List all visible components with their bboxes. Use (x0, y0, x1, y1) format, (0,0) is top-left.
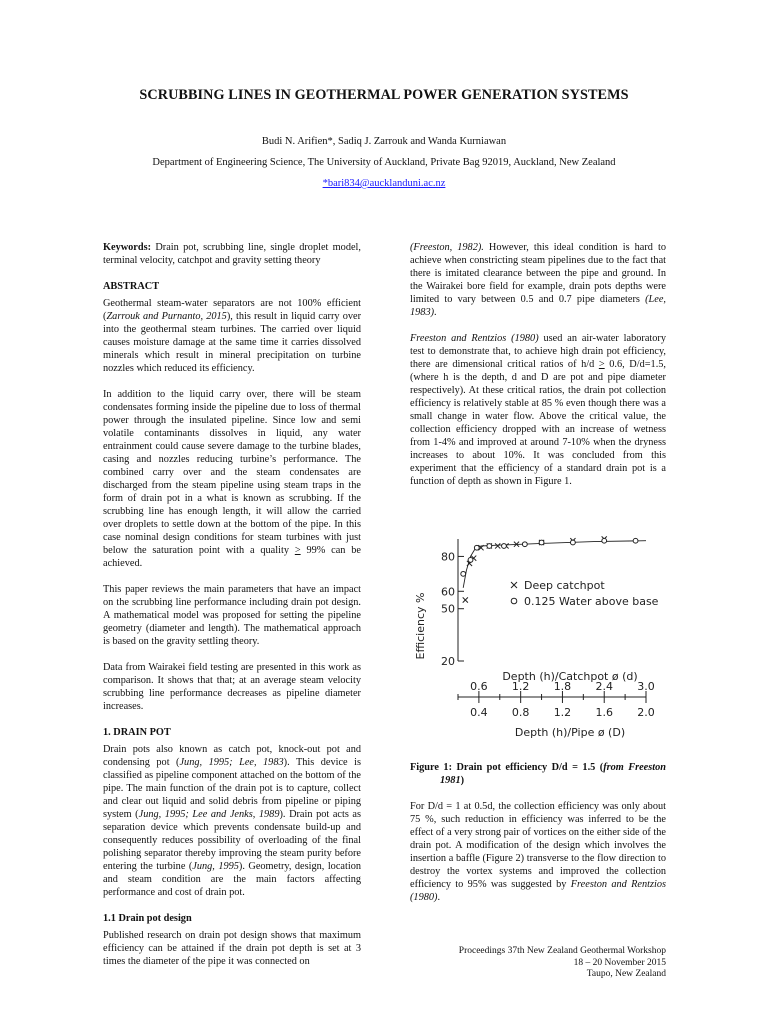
figure-1 (410, 501, 666, 743)
left-column (103, 241, 361, 981)
abstract-paragraph-1 (103, 297, 361, 375)
abstract-paragraph-3: This paper reviews the main parameters that have an impact on the scrubbing line performance including drain pot design. A mathematical model was proposed for setting the pipeline geometry (diameter and length). The mathematical approach is based on the gravity settling theory. (103, 584, 361, 647)
x-top-tick-label: 0.6 (470, 680, 488, 693)
data-point-circle (487, 544, 492, 549)
abstract-paragraph-2 (103, 388, 361, 570)
data-point-circle (502, 544, 507, 549)
citation: Freeston and Rentzios (1980) (410, 879, 666, 903)
text-run: . (434, 307, 437, 318)
x-bottom-tick-label: 0.8 (511, 706, 530, 719)
y-axis-ticks (441, 550, 464, 668)
citation: Jung, 1995; Lee and Jenks, 1989 (138, 809, 280, 820)
text-run: Figure 1: Drain pot efficiency D/d = 1.5 ( (410, 762, 604, 773)
right-paragraph-2 (410, 332, 666, 488)
section-1-paragraph (103, 743, 361, 899)
efficiency-chart (410, 501, 666, 743)
data-point-circle (461, 571, 466, 576)
citation: (Lee, 1983) (410, 294, 666, 318)
legend-entry: 0.125 Water above base (524, 595, 659, 608)
data-point-cross (495, 543, 500, 548)
citation: Zarrouk and Purnanto, 2015 (106, 311, 227, 322)
x-bottom-tick-label: 2.0 (637, 706, 655, 719)
text-run: used an air-water laboratory test to demonstrate that, to achieve high drain pot efficiency, there are dimensional critical ratios of h/d (410, 333, 666, 370)
subsection-1-1-paragraph: Published research on drain pot design shows that maximum efficiency can be attained if the drain pot depth is set at 3 times the diameter of the pipe it was connected on (103, 930, 361, 967)
abstract-heading: ABSTRACT (103, 281, 160, 292)
legend-entry: Deep catchpot (524, 579, 605, 592)
data-point-circle (539, 540, 544, 545)
x-bottom-tick-label: 0.4 (470, 706, 488, 719)
text-run: Geothermal steam-water separators are not 100% efficient ( (103, 298, 361, 322)
author-list: Budi N. Arifien*, Sadiq J. Zarrouk and Wanda Kurniawan (261, 136, 507, 147)
data-point-circle (474, 545, 479, 550)
y-tick-label: 80 (441, 550, 455, 564)
x-top-tick-label: 2.4 (595, 680, 613, 693)
text-run: Drain pots also known as catch pot, knock-out pot and condensing pot ( (103, 744, 361, 768)
section-1-heading: 1. DRAIN POT (103, 727, 171, 738)
x-top-axis-ticks (458, 680, 655, 719)
footer-line-1: Proceedings 37th New Zealand Geothermal Workshop (458, 946, 666, 956)
text-run: ), this result in liquid carry over into the geothermal steam turbines. The carried over liquid causes moisture damage at the same time it carries dissolved minerals which result in mineral precipitation on turbine nozzles which reduced its efficiency. (103, 311, 361, 374)
data-points (461, 536, 638, 602)
figure-1-caption (410, 761, 666, 787)
x-top-tick-label: 3.0 (637, 680, 655, 693)
y-tick-label: 60 (441, 585, 455, 599)
right-paragraph-3 (410, 800, 666, 904)
y-tick-label: 50 (441, 602, 455, 616)
keywords (103, 241, 361, 267)
x-top-axis-label: Depth (h)/Catchpot ø (d) (502, 670, 638, 683)
data-point-circle (633, 538, 638, 543)
text-run: In addition to the liquid carry over, there will be steam condensates forming inside the pipeline due to loss of thermal power through the insulated pipeline. Since low and semi volatile contaminants dissolves in liquid, any water entrainment could cause severe damage to the turbine blades, casing and nozzles reducing turbine’s performance. The combined carry over and the steam condensates are discharged from the steam pipeline using steam traps in the form of drain pot in a what is known as scrubbing. If the scrubbing line has enough length, it will allow the carried over droplets to settle down at the bottom of the pipe. In this case nominal design conditions for steam turbines with just below the saturation point with a quality (103, 389, 361, 556)
contact-email (0, 178, 768, 189)
x-bottom-tick-label: 1.2 (553, 706, 572, 719)
footer-line-3: Taupo, New Zealand (586, 969, 666, 979)
greater-equal-sign: > (294, 545, 301, 556)
y-axis-label: Efficiency % (414, 592, 427, 660)
keywords-label: Keywords: (103, 242, 152, 253)
legend-marker-circle (511, 598, 517, 604)
abstract-paragraph-4: Data from Wairakei field testing are presented in this work as comparison. It shows that that; at an average steam velocity scrubbing line performance decreases as pipeline diameter increases. (103, 662, 361, 712)
y-tick-label: 20 (441, 655, 455, 668)
data-point-cross (463, 597, 468, 602)
text-run: ) (460, 775, 465, 786)
citation: (Freeston, 1982). (410, 242, 484, 253)
text-run: 0.6, D/d=1.5, (where h is the depth, d and D are pot and pipe diameter respectively). At these critical ratios, the drain pot collection efficiency is relatively stable at 85 % even though there was a small change in water flow. Above the critical value, the collection efficiency dropped with an increase of wetness from 1-4% and improved at around 7-10% when the dryness increases to about 10%. It was concluded from this experiment that the efficiency of a standard drain pot is a function of depth as shown in Figure 1. (410, 359, 666, 487)
text-run: ). Geometry, design, location and steam condition are the main factors affecting performance and cost of drain pot. (103, 861, 361, 898)
citation: Jung, 1995; Lee, 1983 (179, 757, 284, 768)
data-point-circle (522, 542, 527, 547)
x-top-tick-label: 1.2 (511, 680, 530, 693)
email-link[interactable]: *bari834@aucklanduni.ac.nz (322, 178, 446, 189)
text-run: . (437, 892, 441, 903)
greater-equal-sign: > (598, 359, 605, 370)
x-bottom-axis-label: Depth (h)/Pipe ø (D) (514, 726, 626, 739)
text-run: However, this ideal condition is hard to achieve when constricting steam pipelines due to the fact that there is imitated clearance between the pipe and ground. In the Wairakei bore field for example, drain pots depths were limited to vary between 0.5 and 0.7 pipe diameters (410, 242, 666, 305)
citation: from Freeston 1981 (440, 762, 666, 786)
citation: Jung, 1995 (192, 861, 239, 872)
proceedings-footer (410, 946, 666, 981)
x-top-tick-label: 1.8 (553, 680, 572, 693)
citation: Freeston and Rentzios (1980) (410, 333, 539, 344)
right-column (410, 241, 666, 917)
affiliation: Department of Engineering Science, The University of Auckland, Private Bag 92019, Auckland, New Zealand (152, 157, 616, 168)
right-paragraph-1 (410, 241, 666, 319)
keywords-text: Drain pot, scrubbing line, single droplet model, terminal velocity, catchpot and gravity setting theory (103, 242, 361, 266)
legend (511, 579, 659, 608)
text-run: ). Drain pot acts as separation device which prevents condensate build-up and consequently reduces possibility of overloading of the final polishing separator thereby improving the steam purity before entering the turbine ( (103, 809, 361, 872)
x-bottom-tick-label: 1.6 (595, 706, 613, 719)
legend-marker-cross (511, 582, 517, 588)
data-point-circle (602, 538, 607, 543)
subsection-1-1-heading: 1.1 Drain pot design (103, 913, 192, 924)
text-run: 99% can be achieved. (103, 545, 361, 569)
data-point-circle (570, 540, 575, 545)
text-run: ). This device is classified as pipeline component attached on the bottom of the pipe. The main function of the drain pot is to capture, collect and clear out liquid and solid debris from pipeline or piping system ( (103, 757, 361, 820)
footer-line-2: 18 – 20 November 2015 (573, 957, 666, 968)
text-run: For D/d = 1 at 0.5d, the collection efficiency was only about 75 %, such reduction in efficiency was inferred to be the effect of a very strong pair of vortices on the either side of the drain pot. A modification of the design which involves the insertion a baffle (Figure 2) transverse to the flow direction to destroy the vortex systems and improved the collection efficiency to 95% was suggested by (410, 801, 666, 890)
data-point-circle (468, 558, 473, 563)
paper-title: SCRUBBING LINES IN GEOTHERMAL POWER GENERATION SYSTEMS (139, 87, 629, 103)
